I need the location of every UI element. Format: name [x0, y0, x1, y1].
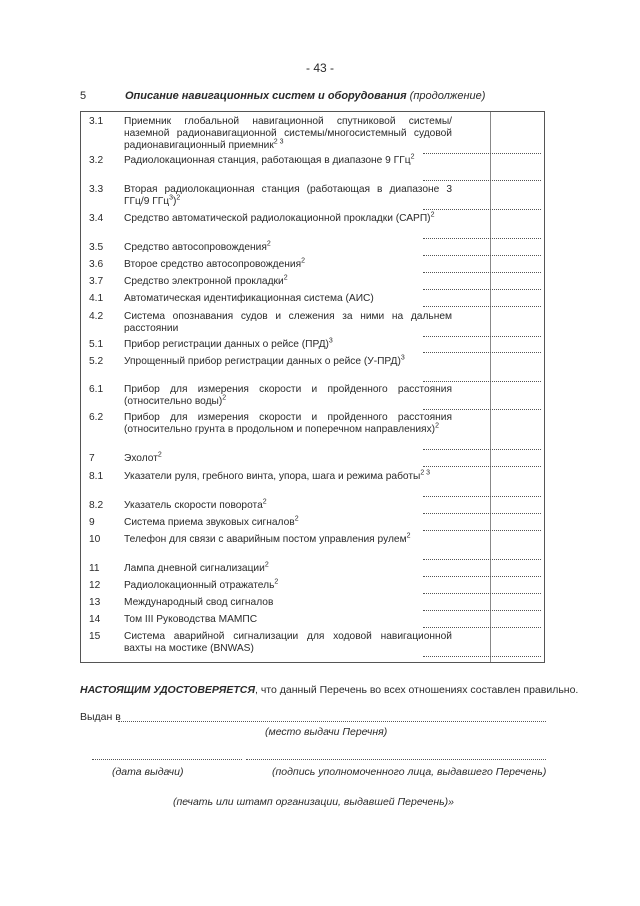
item-text: Система приема звуковых сигналов [124, 517, 295, 528]
fill-in-line [423, 513, 541, 514]
item-code: 15 [89, 631, 101, 642]
item-text: Система аварийной сигнализации для ходовой навигационной вахты на мостике (BNWAS) [124, 631, 452, 654]
item-text: Телефон для связи с аварийным постом управления рулем [124, 534, 407, 545]
item-description [124, 563, 452, 575]
item-code: 5.1 [89, 339, 104, 350]
signature-caption: (подпись уполномоченного лица, выдавшего Перечень) [272, 766, 547, 778]
item-description [124, 534, 452, 546]
footnote-ref: 2 [430, 211, 435, 219]
item-code: 3.5 [89, 242, 104, 253]
item-description [124, 517, 452, 529]
item-text: Том III Руководства МАМПС [124, 614, 258, 625]
item-code: 8.2 [89, 500, 104, 511]
item-description [124, 500, 452, 512]
item-description [124, 213, 452, 225]
fill-in-line [423, 449, 541, 450]
item-text: Вторая радиолокационная станция (работающая в диапазоне 3 ГГц/9 ГГц [124, 184, 452, 207]
fill-in-line [423, 209, 541, 210]
footnote-ref: 2 [157, 451, 162, 459]
footnote-ref: 2 [264, 561, 269, 569]
item-code: 6.2 [89, 412, 104, 423]
item-description [124, 155, 452, 167]
fill-in-line [423, 627, 541, 628]
item-code: 5.2 [89, 356, 104, 367]
page-number: - 43 - [305, 61, 334, 75]
fill-in-line [423, 496, 541, 497]
section-number: 5 [80, 90, 87, 102]
footnote-ref: 2 [410, 153, 415, 161]
item-text: Автоматическая идентификационная система (АИС) [124, 293, 374, 304]
item-code: 4.1 [89, 293, 104, 304]
footnote-ref: 2 [435, 422, 439, 430]
item-text: Система опознавания судов и слежения за ними на дальнем расстоянии [124, 311, 452, 334]
fill-in-line [423, 255, 541, 256]
item-text: Упрощенный прибор регистрации данных о рейсе (У-ПРД) [124, 356, 401, 367]
item-description [124, 311, 452, 335]
item-code: 3.1 [89, 116, 104, 127]
equipment-table [80, 111, 545, 663]
item-code: 3.3 [89, 184, 104, 195]
footnote-ref: 3 [169, 194, 173, 202]
item-code: 8.1 [89, 471, 104, 482]
item-code: 3.2 [89, 155, 104, 166]
item-description [124, 242, 452, 254]
fill-in-line [423, 576, 541, 577]
footnote-ref: 3 [328, 337, 333, 345]
item-code: 4.2 [89, 311, 104, 322]
place-caption: (место выдачи Перечня) [265, 726, 388, 738]
item-text-tail: ) [172, 196, 177, 207]
item-description [124, 614, 452, 626]
item-text: Радиолокационная станция, работающая в диапазоне 9 ГГц [124, 155, 411, 166]
certification-statement [80, 684, 579, 696]
item-code: 12 [89, 580, 101, 591]
item-code: 11 [89, 563, 100, 574]
item-description [124, 631, 452, 655]
fill-in-line [423, 610, 541, 611]
item-code: 9 [89, 517, 95, 528]
fill-in-line [423, 530, 541, 531]
date-line [92, 759, 242, 760]
item-code: 3.6 [89, 259, 104, 270]
item-code: 14 [89, 614, 101, 625]
item-description [124, 184, 452, 208]
footnote-ref: 2 [266, 240, 271, 248]
section-title-suffix: (продолжение) [409, 90, 486, 102]
item-description [124, 356, 452, 368]
footnote-ref: 2 [222, 394, 227, 402]
footnote-ref: 2 [406, 532, 411, 540]
item-description [124, 339, 452, 351]
item-description [124, 293, 452, 305]
item-text: Средство автосопровождения [124, 242, 267, 253]
item-description [124, 412, 452, 436]
footnote-ref: 2 [283, 274, 288, 282]
footnote-ref: 2 3 [273, 138, 284, 146]
item-text: Второе средство автосопровождения [124, 259, 302, 270]
certification-bold: НАСТОЯЩИМ УДОСТОВЕРЯЕТСЯ [80, 684, 255, 696]
fill-in-line [423, 656, 541, 657]
fill-in-line [423, 593, 541, 594]
footnote-ref: 2 [262, 498, 267, 506]
fill-in-line [423, 306, 541, 307]
fill-in-line [423, 289, 541, 290]
item-description [124, 471, 452, 483]
item-text: Средство электронной прокладки [124, 276, 284, 287]
item-text: Приемник глобальной навигационной спутниковой системы/наземной радионавигационной системы/многосистемный судовой радионавигационный приемник [124, 116, 452, 151]
section-title [125, 90, 485, 102]
fill-in-line [423, 238, 541, 239]
item-text: Международный свод сигналов [124, 597, 274, 608]
item-description [124, 259, 452, 271]
fill-in-line [423, 352, 541, 353]
item-text: Эхолот [124, 453, 158, 464]
date-caption: (дата выдачи) [112, 766, 184, 778]
item-description [124, 384, 452, 408]
footnote-ref: 2 [301, 257, 306, 265]
item-description [124, 276, 452, 288]
item-code: 10 [89, 534, 101, 545]
item-code: 6.1 [89, 384, 104, 395]
fill-in-line [423, 559, 541, 560]
item-text: Средство автоматической радиолокационной прокладки (САРП) [124, 213, 431, 224]
footnote-ref: 2 3 [420, 469, 431, 477]
fill-in-line [423, 409, 541, 410]
column-divider [490, 112, 491, 662]
fill-in-line [423, 336, 541, 337]
item-description [124, 597, 452, 609]
footnote-ref: 2 [294, 515, 299, 523]
fill-in-line [423, 466, 541, 467]
issued-place-line [118, 721, 546, 722]
fill-in-line [423, 272, 541, 273]
item-text: Прибор для измерения скорости и пройденного расстояния (относительно грунта в продольном и поперечном направлениях) [124, 412, 452, 435]
seal-caption: (печать или штамп организации, выдавшей Перечень)» [173, 796, 454, 808]
item-code: 3.4 [89, 213, 104, 224]
footnote-ref: 2 [176, 194, 181, 202]
issued-label: Выдан в [80, 711, 121, 723]
item-description [124, 453, 452, 465]
item-code: 3.7 [89, 276, 104, 287]
item-text: Лампа дневной сигнализации [124, 563, 265, 574]
certification-text: , что данный Перечень во всех отношениях составлен правильно. [254, 684, 579, 696]
footnote-ref: 2 [274, 578, 279, 586]
item-description [124, 580, 452, 592]
fill-in-line [423, 381, 541, 382]
fill-in-line [423, 180, 541, 181]
fill-in-line [423, 153, 541, 154]
item-code: 7 [89, 453, 95, 464]
item-text: Указатель скорости поворота [124, 500, 263, 511]
item-text: Прибор регистрации данных о рейсе (ПРД) [124, 339, 329, 350]
item-text: Радиолокационный отражатель [124, 580, 275, 591]
item-text: Прибор для измерения скорости и пройденного расстояния (относительно воды) [124, 384, 452, 407]
section-title-main: Описание навигационных систем и оборудования [125, 90, 407, 102]
footnote-ref: 3 [400, 354, 405, 362]
item-text: Указатели руля, гребного винта, упора, шага и режима работы [124, 471, 421, 482]
item-code: 13 [89, 597, 101, 608]
item-description [124, 116, 452, 152]
signature-line [246, 759, 546, 760]
